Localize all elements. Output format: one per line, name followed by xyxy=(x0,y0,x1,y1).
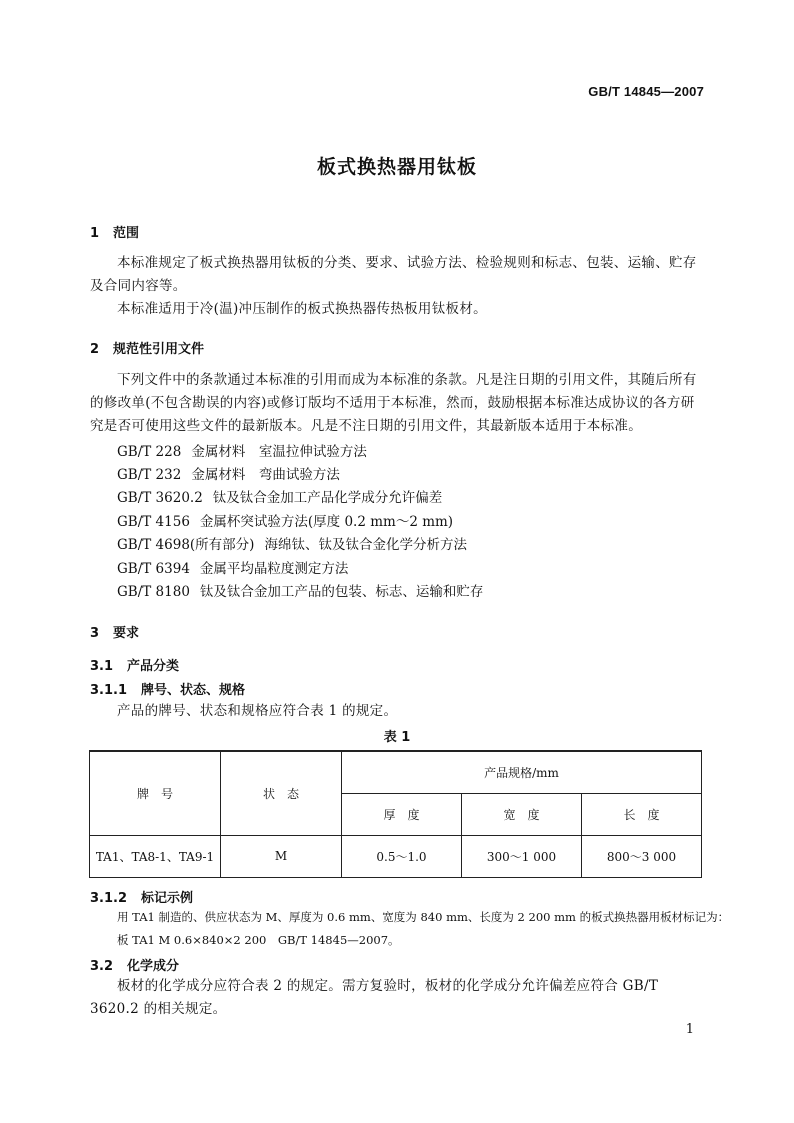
section-title: 化学成分 xyxy=(127,959,180,974)
subsection-3-2-heading xyxy=(90,955,179,974)
table-header-thickness: 厚 度 xyxy=(341,793,461,835)
marking-example-line-2: 板 TA1 M 0.6×840×2 200 GB/T 14845—2007。 xyxy=(117,933,400,947)
table-header-width: 宽 度 xyxy=(461,793,581,835)
reference-title: 金属材料 室温拉伸试验方法 xyxy=(191,444,367,460)
reference-code: GB/T 8180 xyxy=(117,584,190,600)
reference-item xyxy=(117,488,442,508)
section-number: 3 xyxy=(90,626,100,641)
table-cell-grade: TA1、TA8-1、TA9-1 xyxy=(90,835,221,877)
section-number: 3.1.2 xyxy=(90,891,128,906)
reference-title: 海绵钛、钛及钛合金化学分析方法 xyxy=(264,537,467,553)
reference-title: 金属材料 弯曲试验方法 xyxy=(191,467,340,483)
grade-state-spec-paragraph: 产品的牌号、状态和规格应符合表 1 的规定。 xyxy=(117,703,398,719)
table-cell-width: 300～1 000 xyxy=(461,835,581,877)
section-3-heading xyxy=(90,622,139,641)
table-header-grade: 牌 号 xyxy=(90,751,221,835)
reference-code: GB/T 4156 xyxy=(117,514,190,530)
section-title: 牌号、状态、规格 xyxy=(141,683,246,698)
reference-item xyxy=(117,465,340,485)
reference-item xyxy=(117,582,483,602)
reference-code: GB/T 3620.2 xyxy=(117,490,203,506)
table-1-caption: 表 1 xyxy=(383,730,411,745)
subsection-3-1-1-heading xyxy=(90,679,245,698)
section-title: 产品分类 xyxy=(127,659,180,674)
reference-item xyxy=(117,442,367,462)
section-number: 3.2 xyxy=(90,959,114,974)
reference-item xyxy=(117,535,467,555)
table-1 xyxy=(89,750,702,878)
table-header-spec-group: 产品规格/mm xyxy=(341,751,701,793)
normative-references-paragraph: 下列文件中的条款通过本标准的引用而成为本标准的条款。凡是注日期的引用文件，其随后所有的修改单(不包含勘误的内容)或修订版均不适用于本标准，然而，鼓励根据本标准达成协议的各方研究是否可使用这些文件的最新版本。凡是不注日期的引用文件，其最新版本适用于本标准。 xyxy=(90,372,697,434)
table-header-length: 长 度 xyxy=(581,793,701,835)
section-number: 3.1.1 xyxy=(90,683,128,698)
section-title: 规范性引用文件 xyxy=(113,342,205,357)
reference-code: GB/T 232 xyxy=(117,467,182,483)
section-title: 范围 xyxy=(113,226,140,241)
section-number: 3.1 xyxy=(90,659,114,674)
scope-paragraph-2: 本标准适用于冷(温)冲压制作的板式换热器传热板用钛板材。 xyxy=(117,301,487,317)
section-number: 1 xyxy=(90,226,100,241)
chemical-composition-paragraph: 板材的化学成分应符合表 2 的规定。需方复验时，板材的化学成分允许偏差应符合 GB/T 3620.2 的相关规定。 xyxy=(90,978,659,1017)
reference-title: 金属平均晶粒度测定方法 xyxy=(199,561,349,577)
reference-item xyxy=(117,512,453,532)
marking-example-line-1: 用 TA1 制造的、供应状态为 M、厚度为 0.6 mm、宽度为 840 mm、长度为 2 200 mm 的板式换热器用板材标记为： xyxy=(117,910,730,924)
reference-title: 钛及钛合金加工产品的包装、标志、运输和贮存 xyxy=(199,584,484,600)
subsection-3-1-heading xyxy=(90,655,179,674)
section-title: 标记示例 xyxy=(141,891,194,906)
table-cell-length: 800～3 000 xyxy=(581,835,701,877)
reference-code: GB/T 6394 xyxy=(117,561,190,577)
scope-paragraph-1: 本标准规定了板式换热器用钛板的分类、要求、试验方法、检验规则和标志、包装、运输、贮存及合同内容等。 xyxy=(90,255,697,294)
table-cell-thickness: 0.5～1.0 xyxy=(341,835,461,877)
reference-code: GB/T 228 xyxy=(117,444,182,460)
reference-item xyxy=(117,559,348,579)
page-number: 1 xyxy=(685,1022,694,1037)
subsection-3-1-2-heading xyxy=(90,887,193,906)
reference-title: 金属杯突试验方法(厚度 0.2 mm～2 mm) xyxy=(199,514,454,530)
section-title: 要求 xyxy=(113,626,140,641)
reference-code: GB/T 4698(所有部分) xyxy=(117,537,255,553)
table-row xyxy=(90,835,702,877)
section-number: 2 xyxy=(90,342,100,357)
table-header-state: 状 态 xyxy=(221,751,342,835)
section-1-heading xyxy=(90,222,139,241)
reference-title: 钛及钛合金加工产品化学成分允许偏差 xyxy=(212,490,443,506)
section-2-heading xyxy=(90,338,204,357)
table-cell-state: M xyxy=(221,835,342,877)
document-title: 板式换热器用钛板 xyxy=(316,156,477,178)
standard-code: GB/T 14845—2007 xyxy=(588,84,704,99)
